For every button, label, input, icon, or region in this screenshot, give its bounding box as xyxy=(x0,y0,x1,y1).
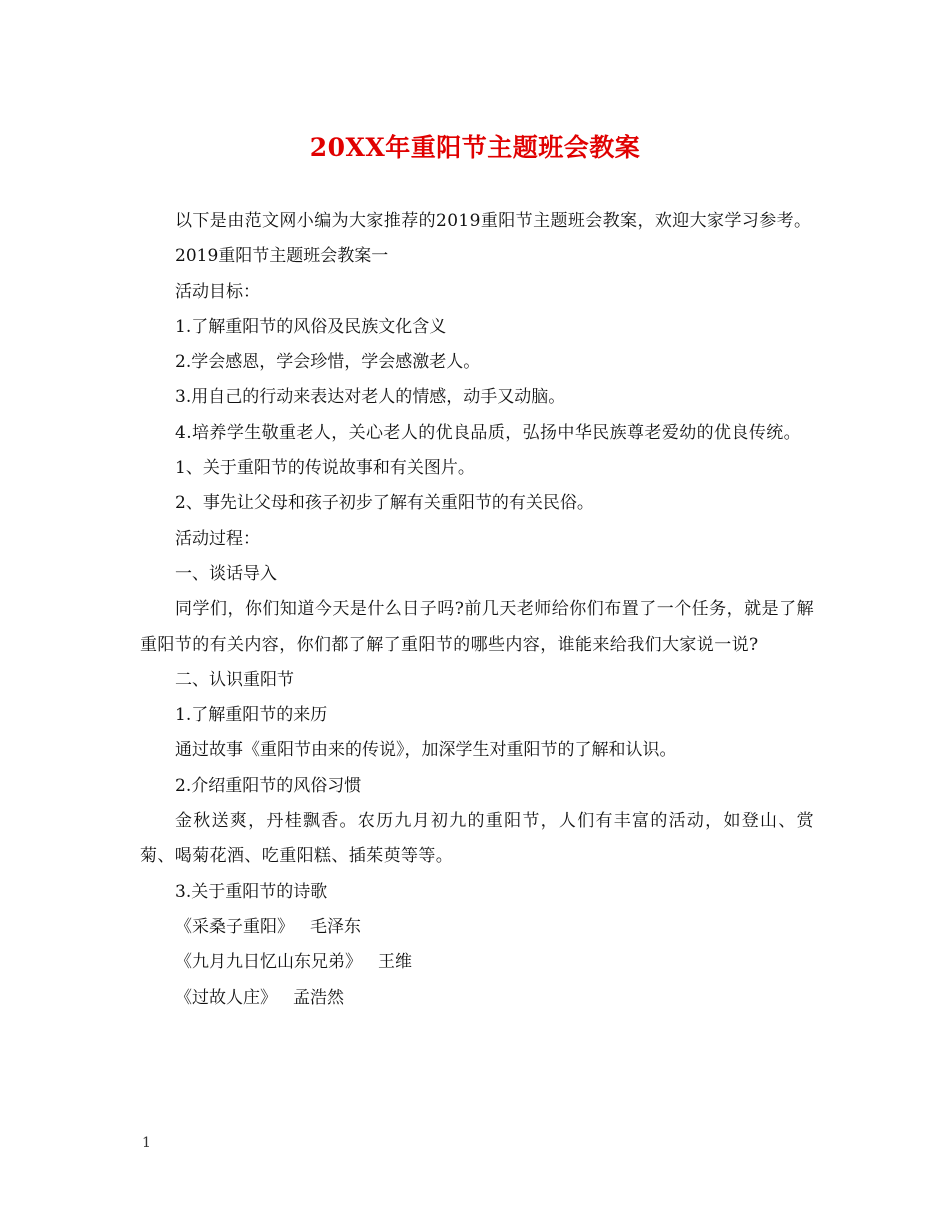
paragraph-prep-2: 2、事先让父母和孩子初步了解有关重阳节的有关民俗。 xyxy=(175,493,594,514)
paragraph-customs-heading: 2.介绍重阳节的风俗习惯 xyxy=(175,775,362,796)
document-body xyxy=(140,204,814,1016)
paragraph-goal-1: 1.了解重阳节的风俗及民族文化含义 xyxy=(175,316,447,337)
page-number: 1 xyxy=(142,1135,151,1151)
paragraph-goal-3: 3.用自己的行动来表达对老人的情感，动手又动脑。 xyxy=(175,387,566,408)
poem-author: 毛泽东 xyxy=(310,916,361,937)
poem-title: 《九月九日忆山东兄弟》 xyxy=(175,952,362,973)
poem-line xyxy=(140,910,814,945)
paragraph-poems-heading: 3.关于重阳节的诗歌 xyxy=(175,881,328,902)
document-title: 20XX年重阳节主题班会教案 xyxy=(309,133,641,162)
paragraph-history-heading: 1.了解重阳节的来历 xyxy=(175,705,328,726)
paragraph-intro: 以下是由范文网小编为大家推荐的2019重阳节主题班会教案，欢迎大家学习参考。 xyxy=(175,211,812,231)
paragraph-prep-1: 1、关于重阳节的传说故事和有关图片。 xyxy=(175,458,475,479)
poem-title: 《采桑子重阳》 xyxy=(175,916,294,937)
poem-title: 《过故人庄》 xyxy=(175,987,277,1008)
poem-line xyxy=(140,945,814,980)
paragraph-goals-heading: 活动目标： xyxy=(175,281,260,302)
paragraph-customs-body: 金秋送爽，丹桂飘香。农历九月初九的重阳节，人们有丰富的活动，如登山、赏菊、喝菊花酒、吃重阳糕、插茱萸等等。 xyxy=(140,811,814,867)
poem-author: 孟浩然 xyxy=(293,987,344,1008)
paragraph-goal-4: 4.培养学生敬重老人，关心老人的优良品质，弘扬中华民族尊老爱幼的优良传统。 xyxy=(175,422,802,443)
paragraph-section-1-body: 同学们，你们知道今天是什么日子吗?前几天老师给你们布置了一个任务，就是了解重阳节的有关内容，你们都了解了重阳节的哪些内容，谁能来给我们大家说一说? xyxy=(140,599,814,655)
poem-author: 王维 xyxy=(378,952,412,973)
paragraph-goal-2: 2.学会感恩，学会珍惜，学会感激老人。 xyxy=(175,352,481,373)
paragraph-section-2-heading: 二、认识重阳节 xyxy=(175,669,294,690)
paragraph-plan-heading: 2019重阳节主题班会教案一 xyxy=(175,246,389,267)
poem-line xyxy=(140,981,814,1016)
paragraph-section-1-heading: 一、谈话导入 xyxy=(175,563,277,584)
paragraph-history-body: 通过故事《重阳节由来的传说》，加深学生对重阳节的了解和认识。 xyxy=(175,740,677,761)
paragraph-process-heading: 活动过程： xyxy=(175,528,260,549)
